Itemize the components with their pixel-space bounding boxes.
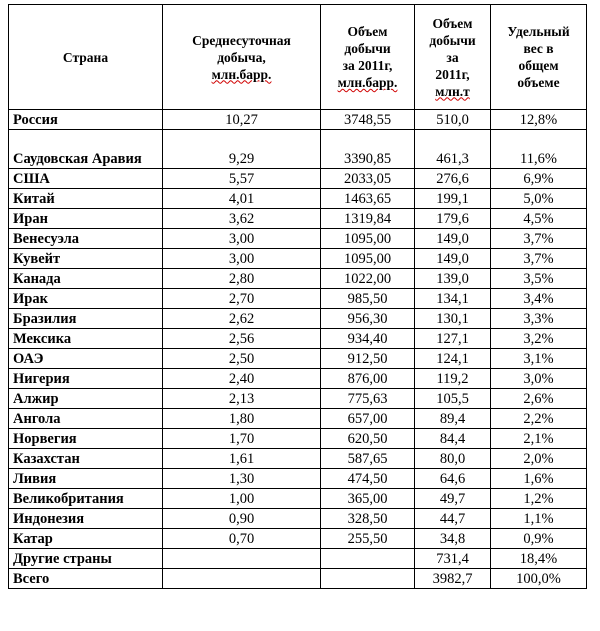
header-volume-tons xyxy=(415,5,491,110)
header-daily-line: добыча, xyxy=(217,49,266,65)
volume-tons-cell: 731,4 xyxy=(415,549,491,569)
table-row xyxy=(9,369,587,389)
volume-tons-cell: 134,1 xyxy=(415,289,491,309)
country-cell: Канада xyxy=(9,269,163,289)
volume-barrels-cell: 912,50 xyxy=(321,349,415,369)
share-cell: 0,9% xyxy=(491,529,587,549)
volume-tons-cell: 179,6 xyxy=(415,209,491,229)
daily-cell: 1,80 xyxy=(163,409,321,429)
daily-cell: 3,00 xyxy=(163,249,321,269)
country-cell: Ангола xyxy=(9,409,163,429)
country-cell: Китай xyxy=(9,189,163,209)
volume-tons-cell: 199,1 xyxy=(415,189,491,209)
share-cell: 18,4% xyxy=(491,549,587,569)
table-row xyxy=(9,469,587,489)
header-country-label: Страна xyxy=(62,49,109,65)
country-cell: Норвегия xyxy=(9,429,163,449)
daily-cell xyxy=(163,569,321,589)
share-cell: 3,2% xyxy=(491,329,587,349)
table-row xyxy=(9,489,587,509)
share-cell: 3,5% xyxy=(491,269,587,289)
share-cell: 6,9% xyxy=(491,169,587,189)
volume-barrels-cell xyxy=(321,549,415,569)
volume-tons-cell: 105,5 xyxy=(415,389,491,409)
daily-cell: 4,01 xyxy=(163,189,321,209)
volume-tons-cell: 44,7 xyxy=(415,509,491,529)
country-cell: Россия xyxy=(9,110,163,130)
country-cell: США xyxy=(9,169,163,189)
volume-tons-cell: 461,3 xyxy=(415,130,491,169)
volume-tons-cell: 124,1 xyxy=(415,349,491,369)
volume-barrels-cell: 3748,55 xyxy=(321,110,415,130)
header-volume-tons-unit: млн.т xyxy=(435,83,470,99)
country-cell: Нигерия xyxy=(9,369,163,389)
volume-tons-cell: 149,0 xyxy=(415,249,491,269)
daily-cell: 2,62 xyxy=(163,309,321,329)
header-daily-unit: млн.барр. xyxy=(211,66,272,82)
table-row xyxy=(9,509,587,529)
volume-tons-cell: 130,1 xyxy=(415,309,491,329)
table-row xyxy=(9,309,587,329)
volume-tons-cell: 510,0 xyxy=(415,110,491,130)
volume-barrels-cell: 474,50 xyxy=(321,469,415,489)
volume-tons-cell: 3982,7 xyxy=(415,569,491,589)
share-cell: 3,3% xyxy=(491,309,587,329)
volume-barrels-cell: 956,30 xyxy=(321,309,415,329)
volume-barrels-cell: 620,50 xyxy=(321,429,415,449)
volume-tons-cell: 89,4 xyxy=(415,409,491,429)
table-row xyxy=(9,409,587,429)
daily-cell: 0,90 xyxy=(163,509,321,529)
share-cell: 3,7% xyxy=(491,249,587,269)
share-cell: 3,1% xyxy=(491,349,587,369)
volume-tons-cell: 149,0 xyxy=(415,229,491,249)
share-cell: 2,2% xyxy=(491,409,587,429)
country-cell: Ирак xyxy=(9,289,163,309)
daily-cell: 9,29 xyxy=(163,130,321,169)
share-cell: 2,0% xyxy=(491,449,587,469)
country-cell: Великобритания xyxy=(9,489,163,509)
share-cell: 3,0% xyxy=(491,369,587,389)
table-row xyxy=(9,249,587,269)
country-cell: Индонезия xyxy=(9,509,163,529)
header-daily-production xyxy=(163,5,321,110)
header-volume-tons-line: добычи xyxy=(429,32,476,48)
volume-barrels-cell: 365,00 xyxy=(321,489,415,509)
volume-tons-cell: 119,2 xyxy=(415,369,491,389)
header-volume-barrels-unit: млн.барр. xyxy=(337,75,398,90)
share-cell: 4,5% xyxy=(491,209,587,229)
table-row xyxy=(9,189,587,209)
country-cell: Мексика xyxy=(9,329,163,349)
volume-tons-cell: 64,6 xyxy=(415,469,491,489)
table-row xyxy=(9,229,587,249)
document-page xyxy=(8,4,587,589)
volume-barrels-cell: 255,50 xyxy=(321,529,415,549)
header-volume-tons-line: Объем xyxy=(432,15,473,31)
country-cell: Катар xyxy=(9,529,163,549)
volume-barrels-cell: 1022,00 xyxy=(321,269,415,289)
table-row xyxy=(9,110,587,130)
table-row xyxy=(9,569,587,589)
daily-cell: 3,62 xyxy=(163,209,321,229)
header-volume-tons-line: 2011г, xyxy=(435,66,470,82)
volume-tons-cell: 34,8 xyxy=(415,529,491,549)
header-row xyxy=(9,5,587,110)
daily-cell: 2,40 xyxy=(163,369,321,389)
volume-barrels-cell: 657,00 xyxy=(321,409,415,429)
share-cell: 5,0% xyxy=(491,189,587,209)
country-cell: Иран xyxy=(9,209,163,229)
volume-tons-cell: 49,7 xyxy=(415,489,491,509)
table-row xyxy=(9,529,587,549)
header-volume-barrels xyxy=(321,5,415,110)
table-body xyxy=(9,110,587,589)
share-cell: 11,6% xyxy=(491,130,587,169)
volume-barrels-cell: 1463,65 xyxy=(321,189,415,209)
volume-tons-cell: 80,0 xyxy=(415,449,491,469)
country-cell: Бразилия xyxy=(9,309,163,329)
daily-cell: 2,70 xyxy=(163,289,321,309)
table-row xyxy=(9,549,587,569)
table-row xyxy=(9,269,587,289)
volume-barrels-cell: 1095,00 xyxy=(321,229,415,249)
daily-cell: 1,00 xyxy=(163,489,321,509)
share-cell: 1,1% xyxy=(491,509,587,529)
header-share-line: объеме xyxy=(517,75,560,90)
share-cell: 2,1% xyxy=(491,429,587,449)
share-cell: 1,2% xyxy=(491,489,587,509)
volume-tons-cell: 127,1 xyxy=(415,329,491,349)
volume-barrels-cell: 587,65 xyxy=(321,449,415,469)
header-volume-barrels-line: добычи xyxy=(344,41,391,56)
country-cell: Всего xyxy=(9,569,163,589)
volume-barrels-cell: 1319,84 xyxy=(321,209,415,229)
daily-cell: 2,13 xyxy=(163,389,321,409)
country-cell: Алжир xyxy=(9,389,163,409)
table-row xyxy=(9,349,587,369)
header-share-line: Удельный xyxy=(507,24,570,39)
header-volume-tons-line: за xyxy=(446,49,459,65)
volume-barrels-cell: 985,50 xyxy=(321,289,415,309)
country-cell: Кувейт xyxy=(9,249,163,269)
volume-barrels-cell: 876,00 xyxy=(321,369,415,389)
table-row xyxy=(9,209,587,229)
table-row xyxy=(9,329,587,349)
daily-cell: 2,50 xyxy=(163,349,321,369)
volume-barrels-cell: 328,50 xyxy=(321,509,415,529)
share-cell: 1,6% xyxy=(491,469,587,489)
header-share-line: общем xyxy=(518,58,559,73)
table-row xyxy=(9,449,587,469)
country-cell: Венесуэла xyxy=(9,229,163,249)
daily-cell: 1,30 xyxy=(163,469,321,489)
table-row xyxy=(9,130,587,169)
volume-tons-cell: 84,4 xyxy=(415,429,491,449)
table-row xyxy=(9,429,587,449)
share-cell: 3,4% xyxy=(491,289,587,309)
daily-cell: 1,70 xyxy=(163,429,321,449)
oil-production-table xyxy=(8,4,587,589)
daily-cell: 10,27 xyxy=(163,110,321,130)
header-country xyxy=(9,5,163,110)
daily-cell: 3,00 xyxy=(163,229,321,249)
table-row xyxy=(9,389,587,409)
header-share xyxy=(491,5,587,110)
daily-cell: 1,61 xyxy=(163,449,321,469)
volume-barrels-cell: 1095,00 xyxy=(321,249,415,269)
share-cell: 100,0% xyxy=(491,569,587,589)
volume-tons-cell: 276,6 xyxy=(415,169,491,189)
table-row xyxy=(9,169,587,189)
share-cell: 3,7% xyxy=(491,229,587,249)
daily-cell: 2,56 xyxy=(163,329,321,349)
daily-cell: 5,57 xyxy=(163,169,321,189)
volume-tons-cell: 139,0 xyxy=(415,269,491,289)
country-cell: Саудовская Аравия xyxy=(9,130,163,169)
header-daily-line: Среднесуточная xyxy=(192,32,291,48)
table-row xyxy=(9,289,587,309)
volume-barrels-cell: 934,40 xyxy=(321,329,415,349)
country-cell: ОАЭ xyxy=(9,349,163,369)
share-cell: 2,6% xyxy=(491,389,587,409)
volume-barrels-cell: 2033,05 xyxy=(321,169,415,189)
share-cell: 12,8% xyxy=(491,110,587,130)
header-volume-barrels-line: за 2011г, xyxy=(342,58,393,73)
volume-barrels-cell xyxy=(321,569,415,589)
country-cell: Ливия xyxy=(9,469,163,489)
country-cell: Другие страны xyxy=(9,549,163,569)
country-cell: Казахстан xyxy=(9,449,163,469)
daily-cell: 0,70 xyxy=(163,529,321,549)
volume-barrels-cell: 3390,85 xyxy=(321,130,415,169)
volume-barrels-cell: 775,63 xyxy=(321,389,415,409)
header-share-line: вес в xyxy=(523,41,554,56)
daily-cell xyxy=(163,549,321,569)
daily-cell: 2,80 xyxy=(163,269,321,289)
header-volume-barrels-line: Объем xyxy=(347,24,388,39)
